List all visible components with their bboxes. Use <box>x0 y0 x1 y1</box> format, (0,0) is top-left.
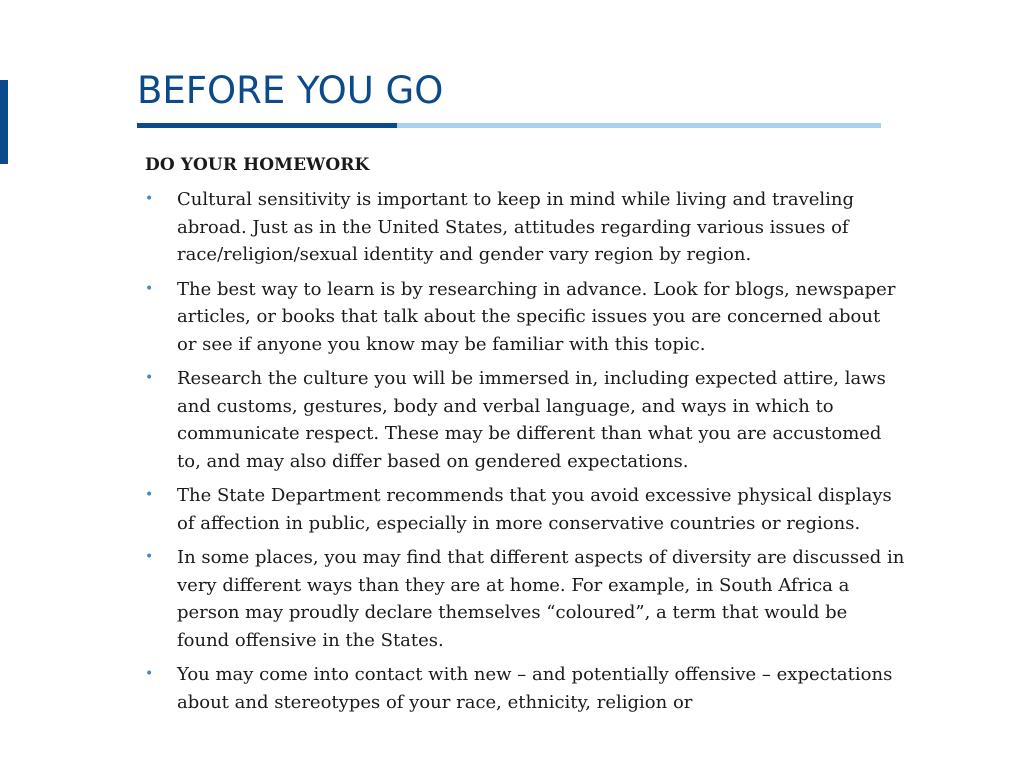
bullet-icon: • <box>145 549 154 565</box>
bullet-item <box>145 365 905 475</box>
bullet-icon: • <box>145 280 154 297</box>
bullet-item <box>145 544 905 654</box>
bullet-text: You may come into contact with new – and potentially offensive – expectations about and stereotypes of your race, ethnicity, religion or <box>177 664 893 713</box>
bullet-text: The State Department recommends that you avoid excessive physical displays of affection in public, especially in more conservative countries or regions. <box>177 485 892 534</box>
bullet-text: The best way to learn is by researching in advance. Look for blogs, newspaper articles, or books that talk about the specific issues you are concerned about or see if anyone you know may be familiar with this topic. <box>177 278 896 355</box>
bullet-text: Research the culture you will be immersed in, including expected attire, laws and customs, gestures, body and verbal language, and ways in which to communicate respect. These may be different than what you are accustomed to, and may also differ based on gendered expectations. <box>177 368 886 472</box>
bullet-icon: • <box>145 370 154 386</box>
bullet-icon: • <box>145 487 154 503</box>
section-subheading: DO YOUR HOMEWORK <box>145 155 370 175</box>
bullet-item <box>145 186 905 269</box>
title-underline-light <box>397 123 881 128</box>
bullet-icon: • <box>145 191 154 207</box>
bullet-item <box>145 276 905 359</box>
slide-title: BEFORE YOU GO <box>137 69 444 112</box>
bullet-list <box>145 186 905 716</box>
bullet-text: In some places, you may find that different aspects of diversity are discussed in very different ways than they are at home. For example, in South Africa a person may proudly declare themselves “coloured”, a term that would be found offensive in the States. <box>177 547 905 651</box>
title-underline-dark <box>137 123 397 128</box>
bullet-text: Cultural sensitivity is important to keep in mind while living and traveling abroad. Just as in the United States, attitudes regarding various issues of race/religion/sexual identity and gender vary region by region. <box>177 189 855 265</box>
bullet-icon: • <box>145 666 154 682</box>
slide-body <box>145 152 905 723</box>
bullet-item <box>145 661 905 716</box>
bullet-item <box>145 482 905 537</box>
left-accent-bar <box>0 80 8 164</box>
